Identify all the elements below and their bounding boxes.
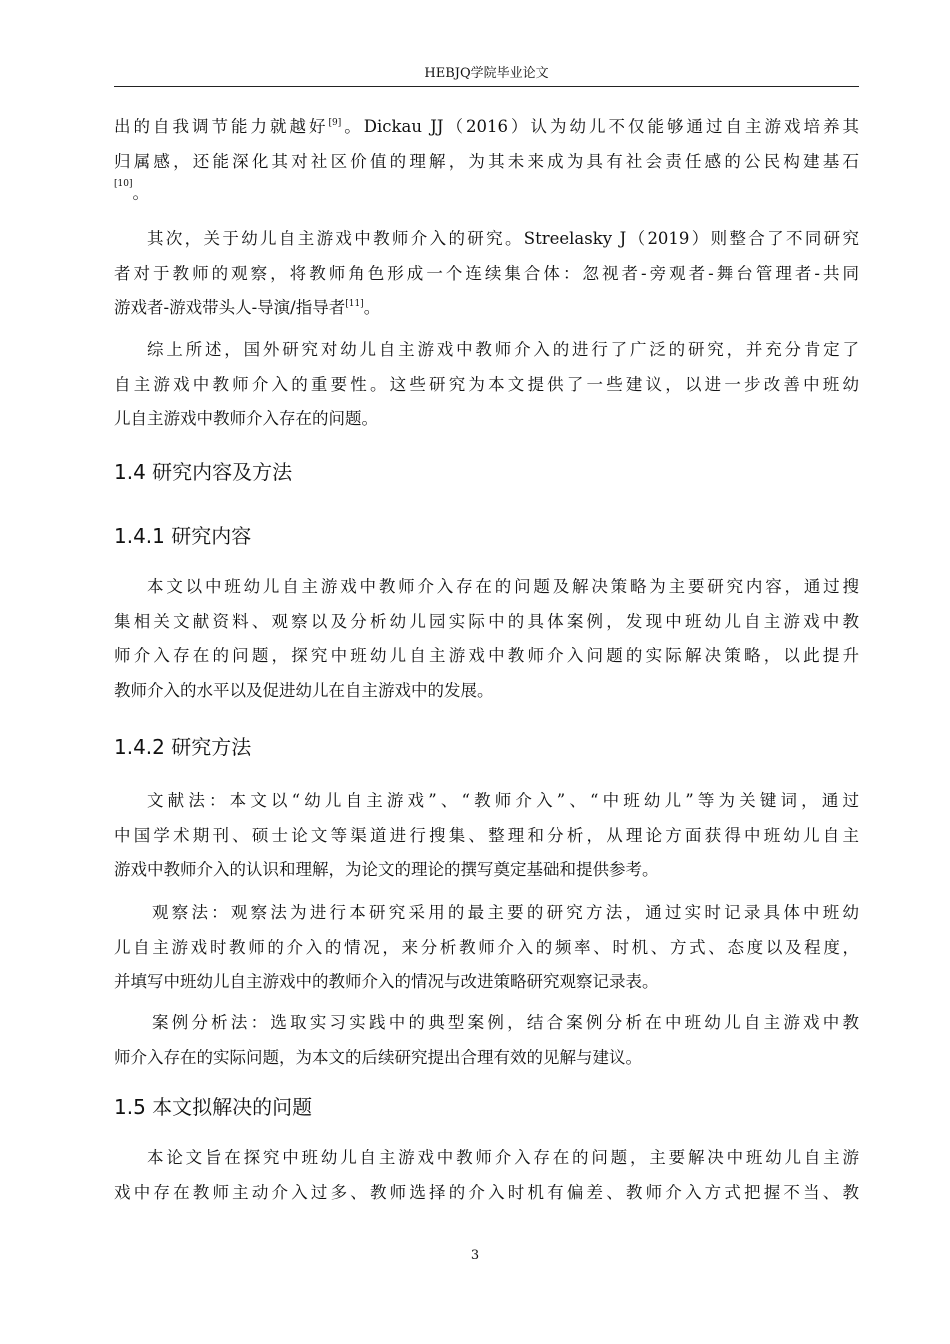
header-title: HEBJQ学院毕业论文: [424, 66, 549, 81]
paragraph-line: 师介入存在的实际问题，为本文的后续研究提出合理有效的见解与建议。: [114, 1047, 642, 1067]
paragraph-3: [114, 333, 859, 437]
paragraph-line: 教师介入的水平以及促进幼儿在自主游戏中的发展。: [114, 680, 494, 700]
section-heading-1-4-1: 1.4.1 研究内容: [114, 524, 252, 548]
paragraph-line: 儿自主游戏时教师的介入的情况，来分析教师介入的频率、时机、方式、态度以及程度，: [114, 937, 859, 957]
paragraph-line: 观察法：观察法为进行本研究采用的最主要的研究方法，通过实时记录具体中班幼: [152, 903, 859, 922]
paragraph-line: 文献法：本文以“幼儿自主游戏”、“教师介入”、“中班幼儿”等为关键词，通过: [147, 791, 859, 810]
paragraph-line: 儿自主游戏中教师介入存在的问题。: [114, 409, 378, 428]
paragraph-4: [114, 570, 859, 708]
paragraph-line: 并填写中班幼儿自主游戏中的教师介入的情况与改进策略研究观察记录表。: [114, 972, 659, 991]
paragraph-1: [114, 110, 859, 201]
paragraph-line: 本文以中班幼儿自主游戏中教师介入存在的问题及解决策略为主要研究内容，通过搜: [147, 577, 859, 596]
citation-ref: [10]: [114, 179, 133, 189]
paragraph-line: 者对于教师的观察，将教师角色形成一个连续集合体：忽视者-旁观者-舞台管理者-共同: [114, 263, 859, 283]
paragraph-line: 案例分析法：选取实习实践中的典型案例，结合案例分析在中班幼儿自主游戏中教: [152, 1013, 859, 1032]
paragraph-line: 综上所述，国外研究对幼儿自主游戏中教师介入的进行了广泛的研究，并充分肯定了: [147, 340, 859, 359]
citation-ref: [9]: [328, 118, 342, 128]
paragraph-line: [10]。: [114, 179, 149, 203]
paragraph-line: 游戏中教师介入的认识和理解，为论文的理论的撰写奠定基础和提供参考。: [114, 860, 659, 879]
paragraph-2: [114, 222, 859, 326]
paragraph-5: [114, 784, 859, 888]
paragraph-7: [114, 1006, 859, 1075]
section-heading-1-5: 1.5 本文拟解决的问题: [114, 1095, 313, 1119]
citation-ref: [11]: [345, 299, 364, 309]
paragraph-line: 本论文旨在探究中班幼儿自主游戏中教师介入存在的问题，主要解决中班幼儿自主游: [147, 1148, 859, 1167]
paragraph-line: 中国学术期刊、硕士论文等渠道进行搜集、整理和分析，从理论方面获得中班幼儿自主: [114, 825, 859, 845]
paragraph-line: 出的自我调节能力就越好[9]。Dickau JJ（2016）认为幼儿不仅能够通过自主游戏培养其: [114, 117, 859, 136]
page-header: [114, 62, 859, 87]
paragraph-6: [114, 896, 859, 1000]
section-heading-1-4: 1.4 研究内容及方法: [114, 460, 293, 484]
section-heading-1-4-2: 1.4.2 研究方法: [114, 735, 252, 759]
paragraph-line: 自主游戏中教师介入的重要性。这些研究为本文提供了一些建议，以进一步改善中班幼: [114, 374, 859, 394]
paragraph-line: 游戏者-游戏带头人-导演/指导者[11]。: [114, 298, 381, 317]
paragraph-line: 集相关文献资料、观察以及分析幼儿园实际中的具体案例，发现中班幼儿自主游戏中教: [114, 611, 859, 631]
paragraph-line: 其次，关于幼儿自主游戏中教师介入的研究。Streelasky J（2019）则整合了不同研究: [147, 229, 859, 248]
paragraph-8: [114, 1141, 859, 1210]
paragraph-line: 戏中存在教师主动介入过多、教师选择的介入时机有偏差、教师介入方式把握不当、教: [114, 1182, 859, 1202]
paragraph-line: 师介入存在的问题，探究中班幼儿自主游戏中教师介入问题的实际解决策略，以此提升: [114, 646, 859, 665]
paragraph-line: 归属感，还能深化其对社区价值的理解，为其未来成为具有社会责任感的公民构建基石: [114, 151, 859, 171]
page-number: 3: [470, 1248, 480, 1263]
